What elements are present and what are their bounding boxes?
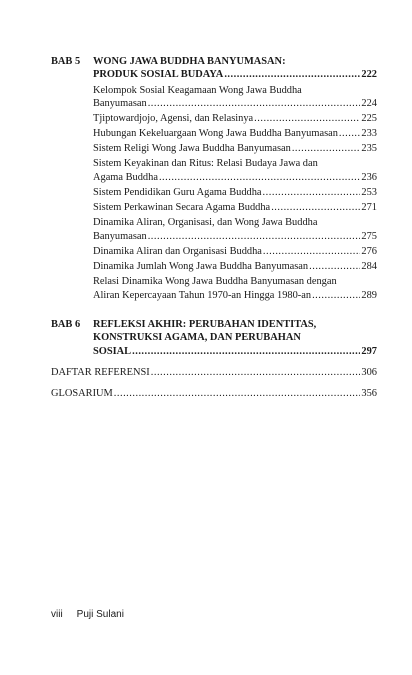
dot-leader	[263, 186, 361, 199]
toc-entry-title: Dinamika Aliran dan Organisasi Buddha	[93, 246, 262, 257]
chapter-6-page: 297	[361, 346, 377, 357]
toc-entry-page: 284	[361, 261, 377, 272]
dot-leader	[309, 260, 360, 273]
toc-entry-page: 271	[361, 202, 377, 213]
toc-entry-line2: Agama Buddha	[93, 172, 158, 183]
toc-entry[interactable]	[93, 171, 377, 184]
toc-entry-title: Hubungan Kekeluargaan Wong Jawa Buddha Banyumasan	[93, 128, 338, 139]
toc-entry-page: 276	[361, 246, 377, 257]
toc-entry-page: 289	[361, 290, 377, 301]
toc-entry[interactable]	[93, 186, 377, 199]
chapter-6-title-line1: REFLEKSI AKHIR: PERUBAHAN IDENTITAS,	[93, 319, 317, 330]
chapter-5-page: 222	[361, 69, 377, 80]
chapter-6-label: BAB 6	[51, 319, 81, 330]
dot-leader	[148, 230, 361, 243]
toc-entry-page: 275	[361, 231, 377, 242]
dot-leader	[151, 366, 361, 379]
dot-leader	[339, 127, 360, 140]
dot-leader	[132, 345, 360, 358]
dot-leader	[159, 171, 360, 184]
toc-entry-page: 225	[361, 113, 377, 124]
toc-entry[interactable]	[93, 201, 377, 214]
dot-leader	[114, 387, 361, 400]
footer-page-number: viii	[51, 609, 63, 620]
footer-author: Puji Sulani	[76, 609, 124, 620]
toc-entry-page: 253	[361, 187, 377, 198]
toc-glosarium[interactable]	[51, 387, 377, 400]
toc-entry-title: Sistem Perkawinan Secara Agama Buddha	[93, 202, 271, 213]
toc-entry[interactable]	[93, 245, 377, 258]
toc-entry[interactable]	[93, 289, 377, 302]
dot-leader	[148, 97, 361, 110]
page-footer	[51, 609, 124, 620]
toc-entry-line1: Sistem Keyakinan dan Ritus: Relasi Budaya Jawa dan	[93, 158, 318, 169]
toc-entry-line2: Aliran Kepercayaan Tahun 1970-an Hingga 1980-an	[93, 290, 312, 301]
dot-leader	[263, 245, 360, 258]
chapter-6-title-row[interactable]	[93, 345, 377, 358]
daftar-referensi-page: 306	[361, 367, 377, 378]
dot-leader	[271, 201, 360, 214]
toc-entry-title: Sistem Pendidikan Guru Agama Buddha	[93, 187, 262, 198]
toc-entry-line1: Dinamika Aliran, Organisasi, dan Wong Jawa Buddha	[93, 217, 318, 228]
toc-entry-page: 235	[361, 143, 377, 154]
toc-entry-page: 224	[361, 98, 377, 109]
toc-entry[interactable]	[93, 127, 377, 140]
toc-entry[interactable]	[93, 230, 377, 243]
chapter-5-title-line2: PRODUK SOSIAL BUDAYA	[93, 69, 224, 80]
toc-entry-line1: Kelompok Sosial Keagamaan Wong Jawa Buddha	[93, 85, 302, 96]
dot-leader	[254, 112, 360, 125]
toc-entry[interactable]	[93, 112, 377, 125]
chapter-5-title-row[interactable]	[93, 68, 377, 81]
glosarium-label: GLOSARIUM	[51, 388, 113, 399]
toc-entry[interactable]	[93, 260, 377, 273]
toc-entry-page: 236	[361, 172, 377, 183]
toc-entry-line2: Banyumasan	[93, 98, 147, 109]
toc-entry[interactable]	[93, 142, 377, 155]
toc-entry-line1: Relasi Dinamika Wong Jawa Buddha Banyumasan dengan	[93, 276, 337, 287]
dot-leader	[224, 68, 360, 81]
glosarium-page: 356	[361, 388, 377, 399]
dot-leader	[292, 142, 361, 155]
toc-entry[interactable]	[93, 97, 377, 110]
chapter-6-title-line2: KONSTRUKSI AGAMA, DAN PERUBAHAN	[93, 332, 301, 343]
toc-entry-title: Sistem Religi Wong Jawa Buddha Banyumasan	[93, 143, 291, 154]
toc-entry-title: Tjiptowardjojo, Agensi, dan Relasinya	[93, 113, 254, 124]
toc-entry-title: Dinamika Jumlah Wong Jawa Buddha Banyumasan	[93, 261, 309, 272]
toc-entry-page: 233	[361, 128, 377, 139]
chapter-6-title-line3: SOSIAL	[93, 346, 132, 357]
chapter-5-label: BAB 5	[51, 56, 81, 67]
dot-leader	[312, 289, 360, 302]
chapter-5-title-line1: WONG JAWA BUDDHA BANYUMASAN:	[93, 56, 286, 67]
daftar-referensi-label: DAFTAR REFERENSI	[51, 367, 150, 378]
toc-daftar-referensi[interactable]	[51, 366, 377, 379]
toc-entry-line2: Banyumasan	[93, 231, 147, 242]
